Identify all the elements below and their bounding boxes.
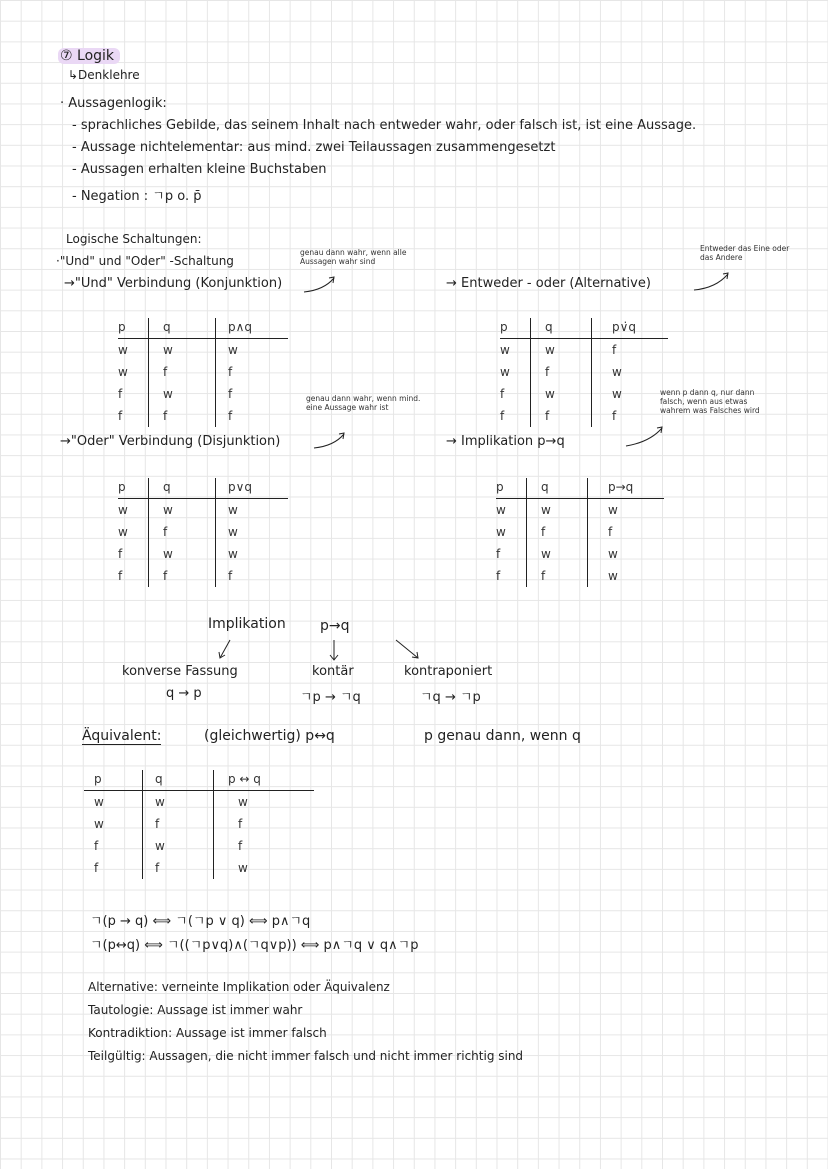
- table-cell: f: [238, 817, 243, 831]
- section-title: [58, 48, 120, 64]
- definition-line: Alternative: verneinte Implikation oder Äquivalenz: [88, 980, 390, 994]
- table-cell: w: [531, 339, 592, 362]
- table-cell: w: [527, 499, 588, 522]
- implikation-note: wenn p dann q, nur dann falsch, wenn aus etwas wahrem was Falsches wird: [660, 388, 760, 415]
- alternative-label: → Entweder - oder (Alternative): [446, 276, 651, 291]
- table-cell: f: [84, 857, 143, 879]
- section-title-text: Logik: [77, 48, 115, 64]
- aequivalent-desc: (gleichwertig) p↔q: [204, 728, 335, 744]
- table-cell: w: [118, 521, 149, 543]
- table-cell: w: [496, 499, 527, 522]
- table-cell: w: [149, 499, 216, 522]
- table-cell: f: [531, 405, 592, 427]
- aequivalent-label: Äquivalent:: [82, 728, 162, 744]
- und-note: genau dann wahr, wenn alle Aussagen wahr sind: [300, 248, 407, 266]
- table-cell: w: [238, 861, 248, 875]
- table-cell: w: [500, 361, 531, 383]
- aussagenlogik-point: - sprachliches Gebilde, das seinem Inhalt nach entweder wahr, oder falsch ist, ist eine Aussage.: [72, 118, 697, 133]
- table-cell: f: [149, 521, 216, 543]
- table-header: p→q: [588, 478, 665, 499]
- table-header: p: [84, 770, 143, 791]
- alternative-arrow-icon: [690, 268, 734, 294]
- aequivalent-meaning: p genau dann, wenn q: [424, 728, 581, 744]
- aussagenlogik-point: - Aussage nichtelementar: aus mind. zwei Teilaussagen zusammengesetzt: [72, 140, 556, 155]
- aussagenlogik-point: - Aussagen erhalten kleine Buchstaben: [72, 162, 327, 177]
- table-cell: f: [527, 521, 588, 543]
- table-cell: w: [608, 547, 618, 561]
- table-header: q: [531, 318, 592, 339]
- und-label: →"Und" Verbindung (Konjunktion): [64, 276, 283, 291]
- table-cell: w: [500, 339, 531, 362]
- formula-line: ㄱ(p → q) ⟺ ㄱ(ㄱp ∨ q) ⟺ p∧ㄱq: [90, 914, 311, 929]
- aequivalent-truth-table: [84, 770, 314, 879]
- kontaer-formula: ㄱp → ㄱq: [300, 690, 361, 705]
- schaltungen-heading: Logische Schaltungen:: [66, 232, 202, 246]
- table-cell: w: [143, 835, 214, 857]
- table-header: p∧q: [216, 318, 289, 339]
- table-cell: w: [228, 525, 238, 539]
- table-cell: f: [84, 835, 143, 857]
- alternative-note: Entweder das Eine oder das Andere: [700, 244, 790, 262]
- kontaer-label: kontär: [312, 664, 354, 679]
- table-cell: w: [149, 339, 216, 362]
- table-cell: f: [527, 565, 588, 587]
- section-subtitle: ↳Denklehre: [68, 68, 140, 82]
- konverse-label: konverse Fassung: [122, 664, 238, 679]
- aussagenlogik-point: - Negation : ㄱp o. p̄: [72, 189, 202, 204]
- table-cell: f: [143, 857, 214, 879]
- alternative-truth-table: [500, 318, 668, 427]
- table-cell: w: [84, 813, 143, 835]
- table-cell: f: [149, 405, 216, 427]
- table-cell: w: [149, 383, 216, 405]
- definition-line: Teilgültig: Aussagen, die nicht immer falsch und nicht immer richtig sind: [88, 1049, 524, 1063]
- table-cell: f: [238, 839, 243, 853]
- table-cell: f: [228, 365, 233, 379]
- table-header: p: [118, 318, 149, 339]
- kontraponiert-formula: ㄱq → ㄱp: [420, 690, 481, 705]
- konverse-formula: q → p: [166, 686, 202, 701]
- table-header: p: [496, 478, 527, 499]
- diagram-arrows-icon: [150, 636, 450, 666]
- implikation-truth-table: [496, 478, 664, 587]
- table-cell: f: [531, 361, 592, 383]
- table-cell: f: [612, 343, 617, 357]
- table-header: p: [500, 318, 531, 339]
- table-cell: f: [149, 565, 216, 587]
- oder-label: →"Oder" Verbindung (Disjunktion): [60, 434, 281, 449]
- table-cell: w: [608, 569, 618, 583]
- table-cell: w: [612, 365, 622, 379]
- table-header: p∨q: [216, 478, 289, 499]
- table-cell: f: [496, 565, 527, 587]
- table-cell: w: [612, 387, 622, 401]
- table-header: q: [527, 478, 588, 499]
- table-header: p ↔ q: [214, 770, 315, 791]
- schaltungen-sub: ·"Und" und "Oder" -Schaltung: [56, 254, 234, 268]
- table-cell: w: [608, 503, 618, 517]
- table-cell: f: [608, 525, 613, 539]
- table-cell: w: [143, 791, 214, 814]
- table-cell: f: [612, 409, 617, 423]
- diagram-title: Implikation: [208, 616, 286, 632]
- table-cell: f: [500, 383, 531, 405]
- table-header: p: [118, 478, 149, 499]
- und-arrow-icon: [300, 272, 340, 296]
- table-header: q: [149, 478, 216, 499]
- table-cell: w: [228, 343, 238, 357]
- table-cell: w: [228, 547, 238, 561]
- table-cell: f: [118, 405, 149, 427]
- table-header: p∨̇q: [592, 318, 669, 339]
- implikation-arrow-icon: [622, 424, 668, 450]
- table-cell: f: [118, 543, 149, 565]
- definition-line: Tautologie: Aussage ist immer wahr: [88, 1003, 303, 1017]
- table-cell: w: [238, 795, 248, 809]
- und-truth-table: [118, 318, 288, 427]
- table-cell: w: [118, 339, 149, 362]
- table-cell: w: [496, 521, 527, 543]
- section-number: ⑦: [60, 48, 73, 64]
- aussagenlogik-heading: · Aussagenlogik:: [60, 96, 167, 111]
- table-cell: w: [531, 383, 592, 405]
- oder-note: genau dann wahr, wenn mind. eine Aussage wahr ist: [306, 394, 421, 412]
- kontraponiert-label: kontraponiert: [404, 664, 493, 679]
- table-cell: w: [118, 361, 149, 383]
- table-cell: w: [84, 791, 143, 814]
- oder-arrow-icon: [310, 428, 350, 452]
- table-cell: f: [118, 383, 149, 405]
- diagram-formula: p→q: [320, 618, 350, 634]
- table-cell: f: [228, 387, 233, 401]
- implikation-label: → Implikation p→q: [446, 434, 565, 449]
- table-header: q: [149, 318, 216, 339]
- table-cell: w: [149, 543, 216, 565]
- table-cell: w: [118, 499, 149, 522]
- formula-line: ㄱ(p↔q) ⟺ ㄱ((ㄱp∨q)∧(ㄱq∨p)) ⟺ p∧ㄱq ∨ q∧ㄱp: [90, 938, 419, 953]
- oder-truth-table: [118, 478, 288, 587]
- table-cell: f: [500, 405, 531, 427]
- table-cell: f: [228, 409, 233, 423]
- table-cell: f: [118, 565, 149, 587]
- table-cell: w: [527, 543, 588, 565]
- table-header: q: [143, 770, 214, 791]
- table-cell: f: [143, 813, 214, 835]
- table-cell: f: [496, 543, 527, 565]
- table-cell: w: [228, 503, 238, 517]
- table-cell: f: [228, 569, 233, 583]
- table-cell: f: [149, 361, 216, 383]
- definition-line: Kontradiktion: Aussage ist immer falsch: [88, 1026, 327, 1040]
